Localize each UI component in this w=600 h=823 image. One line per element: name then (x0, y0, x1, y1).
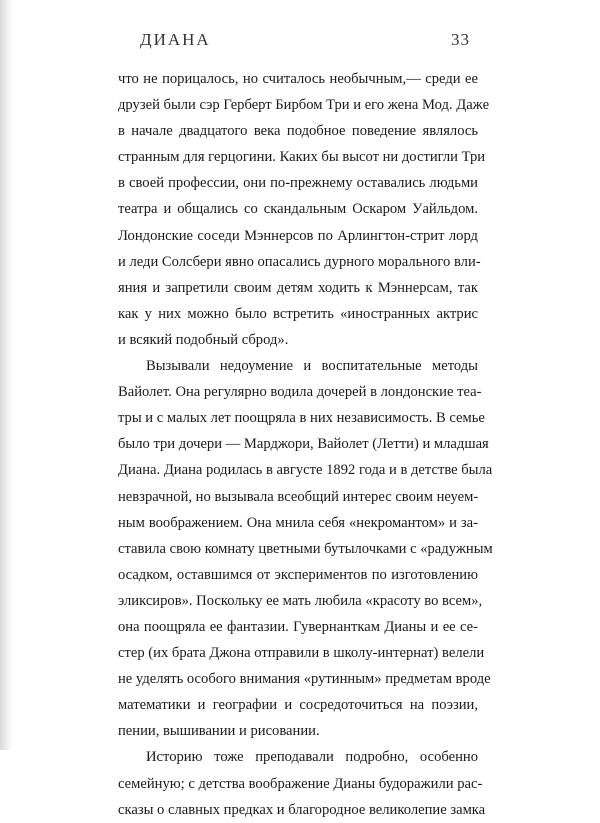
paragraph (118, 744, 486, 822)
paragraph (118, 66, 490, 353)
text-line: и всякий подобный сброд». (118, 331, 289, 348)
text-line: семейную; с детства воображение Дианы будоражили рас- (118, 775, 483, 792)
text-line: она поощряла ее фантазии. Гувернанткам Дианы и ее се- (118, 618, 478, 635)
text-line: и леди Солсбери явно опасались дурного морального вли- (118, 253, 481, 270)
text-line: друзей были сэр Герберт Бирбом Три и его жена Мод. Даже (118, 97, 490, 114)
text-line: яния и запретили своим детям ходить к Мэннерсам, так (118, 279, 478, 296)
text-line: Вайолет. Она регулярно водила дочерей в лондонские теа- (118, 384, 482, 401)
text-line: Вызывали недоумение и воспитательные методы (146, 358, 478, 375)
text-line: не уделять особого внимания «рутинным» предметам вроде (118, 671, 491, 688)
text-line: театра и общались со скандальным Оскаром Уайльдом. (118, 201, 478, 218)
text-line: что не порицалось, но считалось необычным,— среди ее (118, 71, 478, 87)
paragraph (118, 353, 493, 744)
text-line: ным воображением. Она мнила себя «некромантом» и за- (118, 514, 478, 531)
text-line: ставила свою комнату цветными бутылочками с «радужным (118, 540, 493, 557)
running-head: ДИАНА (140, 30, 211, 49)
text-line: эликсиров». Поскольку ее мать любила «красоту во всем», (118, 592, 483, 609)
text-line: в своей профессии, они по-прежнему оставались людьми (118, 175, 478, 192)
text-line: осадком, оставшимся от экспериментов по изготовлению (118, 566, 478, 583)
text-line: математики и географии и сосредоточиться на поэзии, (118, 697, 478, 714)
body-text (118, 66, 493, 823)
text-line: в начале двадцатого века подобное поведение являлось (118, 123, 478, 140)
page-header (140, 30, 470, 54)
text-line: стер (их брата Джона отправили в школу-интернат) велели (118, 645, 485, 662)
text-line: странным для герцогини. Каких бы высот ни достигли Три (118, 149, 486, 166)
text-line: Диана. Диана родилась в августе 1892 года и в детстве была (118, 462, 493, 479)
page-number: 33 (451, 30, 470, 49)
text-line: невзрачной, но вызывала всеобщий интерес своим неуем- (118, 488, 479, 505)
page-edge-shadow (0, 0, 14, 750)
text-line: Лондонские соседи Мэннерсов по Арлингтон-стрит лорд (118, 227, 478, 244)
text-line: Историю тоже преподавали подробно, особенно (146, 749, 478, 766)
text-line: было три дочери — Марджори, Вайолет (Летти) и младшая (118, 436, 489, 453)
text-line: пении, вышивании и рисовании. (118, 723, 320, 740)
text-line: тры и с малых лет поощряла в них независимость. В семье (118, 410, 485, 427)
text-line: сказы о славных предках и благородное великолепие замка (118, 801, 486, 818)
text-line: как у них можно было встретить «иностранных актрис (118, 305, 478, 322)
